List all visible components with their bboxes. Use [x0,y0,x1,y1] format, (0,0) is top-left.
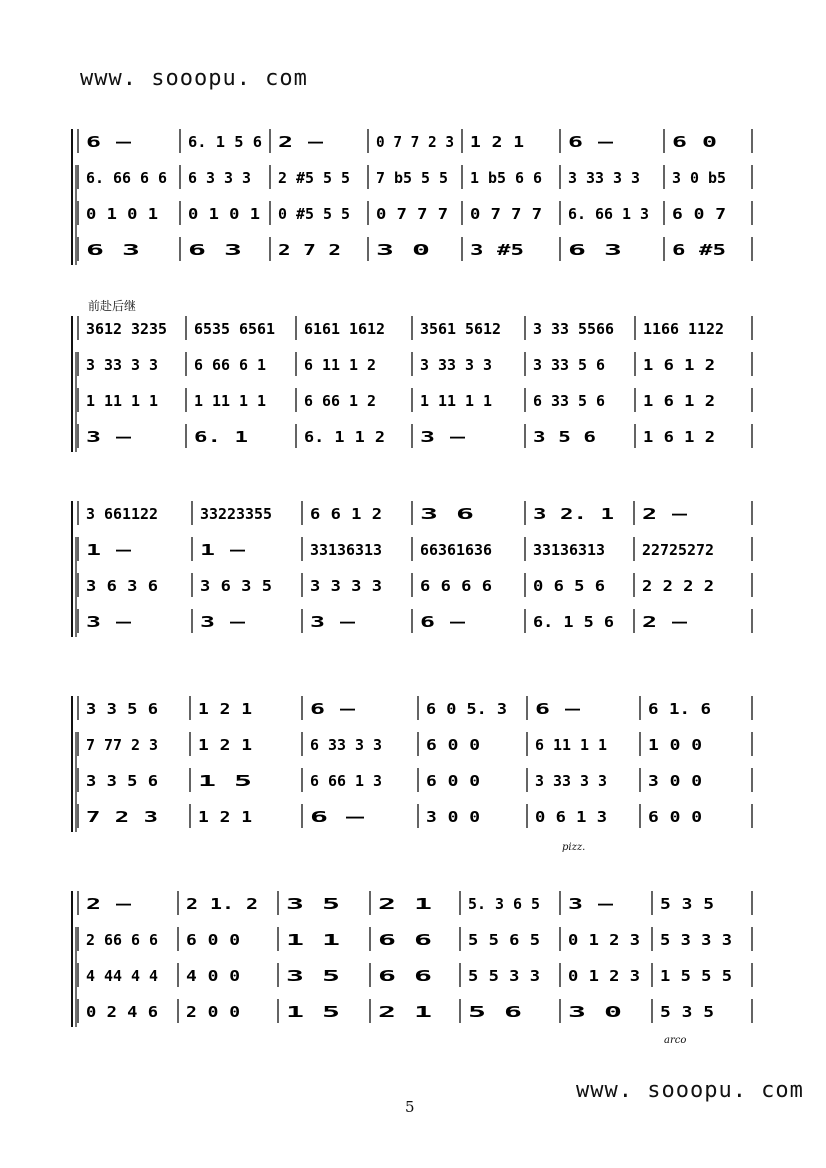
measure-notes: 33136313 [533,541,605,559]
measure-notes: 3 33 3 3 [568,169,640,187]
measure-notes: 1 2 1 [198,700,252,718]
measure-notes: 3 6 3 6 [86,577,158,595]
measure-notes: 3 0 [376,241,430,259]
measure-notes: 6 0 0 [648,808,702,826]
measure-notes: 6. 1 1 2 [304,428,385,446]
measure-notes: 5 3 5 [660,895,714,913]
measure-notes: 6 0 0 [186,931,240,949]
measure-notes: 4 0 0 [186,967,240,985]
measure-notes: 1 6 1 2 [643,356,715,374]
measure-notes: 0 1 2 3 [568,931,640,949]
measure-notes: 3 2. 1 [533,505,614,523]
measure-notes: 6. 1 5 6 [188,133,262,151]
measure-notes: 5 6 [468,1003,522,1021]
measure-notes: 3 33 3 3 [535,772,607,790]
measure-notes: 3612 3235 [86,320,167,338]
measure-notes: 22725272 [642,541,714,559]
measure-notes: 3 0 0 [426,808,480,826]
measure-notes: 7 b5 5 5 [376,169,448,187]
measure-notes: 3 33 3 3 [86,356,158,374]
measure-notes: 6 0 0 [426,736,480,754]
measure-notes: 3 3 5 6 [86,772,158,790]
section-label: 前赴后继 [88,299,137,313]
measure-notes: 3 0 [568,1003,622,1021]
measure-notes: 6 – [420,613,467,631]
measure-notes: 66361636 [420,541,492,559]
measure-notes: 0 6 1 3 [535,808,607,826]
measure-notes: 1 1 [286,931,340,949]
measure-notes: 6 66 6 1 [194,356,266,374]
measure-notes: 1 0 0 [648,736,702,754]
measure-notes: 6 3 3 3 [188,169,251,187]
watermark-bottom: www. sooopu. com [576,1078,804,1103]
measure-notes: 6 – [310,700,357,718]
measure-notes: 3 – [310,613,357,631]
measure-notes: 6 33 5 6 [533,392,605,410]
measure-notes: 6 3 [568,241,622,259]
measure-notes: 1 – [86,541,133,559]
measure-notes: 6 – [568,133,615,151]
measure-notes: 2 – [642,505,689,523]
measure-notes: 3 0 0 [648,772,702,790]
measure-notes: 1 5 5 5 [660,967,732,985]
measure-notes: 6 3 [86,241,140,259]
measure-notes: 2 2 2 2 [642,577,714,595]
measure-notes: 0 2 4 6 [86,1003,158,1021]
measure-notes: 7 77 2 3 [86,736,158,754]
measure-notes: 3 #5 [470,241,524,259]
measure-notes: 3 3 3 3 [310,577,382,595]
measure-notes: 3 33 3 3 [420,356,492,374]
measure-notes: 2 – [86,895,133,913]
measure-notes: 5 3 3 3 [660,931,732,949]
measure-notes: 2 1. 2 [186,895,258,913]
measure-notes: 6 66 1 2 [304,392,376,410]
measure-notes: 6 6 [378,931,432,949]
measure-notes: 6 33 3 3 [310,736,382,754]
measure-notes: 0 1 0 1 [188,205,260,223]
page-number: 5 [405,1098,415,1116]
measure-notes: 2 1 [378,1003,432,1021]
measure-notes: 2 1 [378,895,432,913]
measure-notes: 6 – [86,133,133,151]
measure-notes: 0 7 7 2 3 [376,133,454,151]
measure-notes: 2 – [642,613,689,631]
measure-notes: 2 7 2 [278,241,341,259]
measure-notes: 0 7 7 7 [470,205,542,223]
measure-notes: 6 #5 [672,241,726,259]
measure-notes: 33136313 [310,541,382,559]
measure-notes: 6 0 5. 3 [426,700,507,718]
measure-notes: 3561 5612 [420,320,501,338]
measure-notes: 5 3 5 [660,1003,714,1021]
measure-notes: 6 6 1 2 [310,505,382,523]
measure-notes: 2 66 6 6 [86,931,158,949]
measure-notes: 1 6 1 2 [643,392,715,410]
measure-notes: 6. 1 [194,428,248,446]
measure-notes: 0 6 5 6 [533,577,605,595]
measure-notes: 6. 1 5 6 [533,613,614,631]
measure-notes: 1 5 [198,772,252,790]
measure-notes: 3 3 5 6 [86,700,158,718]
measure-notes: 1 – [200,541,247,559]
measure-notes: 6 6 [378,967,432,985]
measure-notes: 6 11 1 1 [535,736,607,754]
measure-notes: 6 – [310,808,366,826]
measure-notes: 1 11 1 1 [86,392,158,410]
measure-notes: 6 0 7 [672,205,726,223]
measure-notes: 0 7 7 7 [376,205,448,223]
watermark-top: www. sooopu. com [80,66,308,91]
arco-marking: arco [664,1035,687,1046]
measure-notes: 1 2 1 [198,808,252,826]
measure-notes: 2 #5 5 5 [278,169,350,187]
measure-notes: 2 0 0 [186,1003,240,1021]
measure-notes: 3 6 [420,505,474,523]
measure-notes: 0 #5 5 5 [278,205,350,223]
measure-notes: 1 11 1 1 [420,392,492,410]
measure-notes: 6 66 1 3 [310,772,382,790]
measure-notes: 3 – [86,613,133,631]
measure-notes: 3 33 5566 [533,320,614,338]
measure-notes: 6 6 6 6 [420,577,492,595]
measure-notes: 6 0 [672,133,717,151]
measure-notes: 3 0 b5 [672,169,726,187]
measure-notes: 2 – [278,133,325,151]
measure-notes: 6 11 1 2 [304,356,376,374]
measure-notes: 6. 66 1 3 [568,205,649,223]
measure-notes: 3 5 6 [533,428,596,446]
measure-notes: 3 – [86,428,133,446]
measure-notes: 5 5 3 3 [468,967,540,985]
pizz-marking: pizz. [562,842,586,853]
measure-notes: 1 2 1 [470,133,524,151]
measure-notes: 6 – [535,700,582,718]
measure-notes: 6 3 [188,241,242,259]
measure-notes: 1166 1122 [643,320,724,338]
measure-notes: 0 1 0 1 [86,205,158,223]
measure-notes: 3 661122 [86,505,158,523]
measure-notes: 1 11 1 1 [194,392,266,410]
measure-notes: 6 1. 6 [648,700,711,718]
measure-notes: 3 5 [286,895,340,913]
measure-notes: 6161 1612 [304,320,385,338]
measure-notes: 1 6 1 2 [643,428,715,446]
measure-notes: 6535 6561 [194,320,275,338]
measure-notes: 3 – [420,428,467,446]
measure-notes: 33223355 [200,505,272,523]
measure-notes: 6. 66 6 6 [86,169,167,187]
measure-notes: 3 5 [286,967,340,985]
measure-notes: 1 5 [286,1003,340,1021]
measure-notes: 3 – [200,613,247,631]
measure-notes: 1 b5 6 6 [470,169,542,187]
measure-notes: 7 2 3 [86,808,158,826]
measure-notes: 0 1 2 3 [568,967,640,985]
measure-notes: 3 6 3 5 [200,577,272,595]
measure-notes: 4 44 4 4 [86,967,158,985]
measure-notes: 6 0 0 [426,772,480,790]
measure-notes: 5 5 6 5 [468,931,540,949]
measure-notes: 3 33 5 6 [533,356,605,374]
measure-notes: 5. 3 6 5 [468,895,540,913]
measure-notes: 1 2 1 [198,736,252,754]
measure-notes: 3 – [568,895,615,913]
